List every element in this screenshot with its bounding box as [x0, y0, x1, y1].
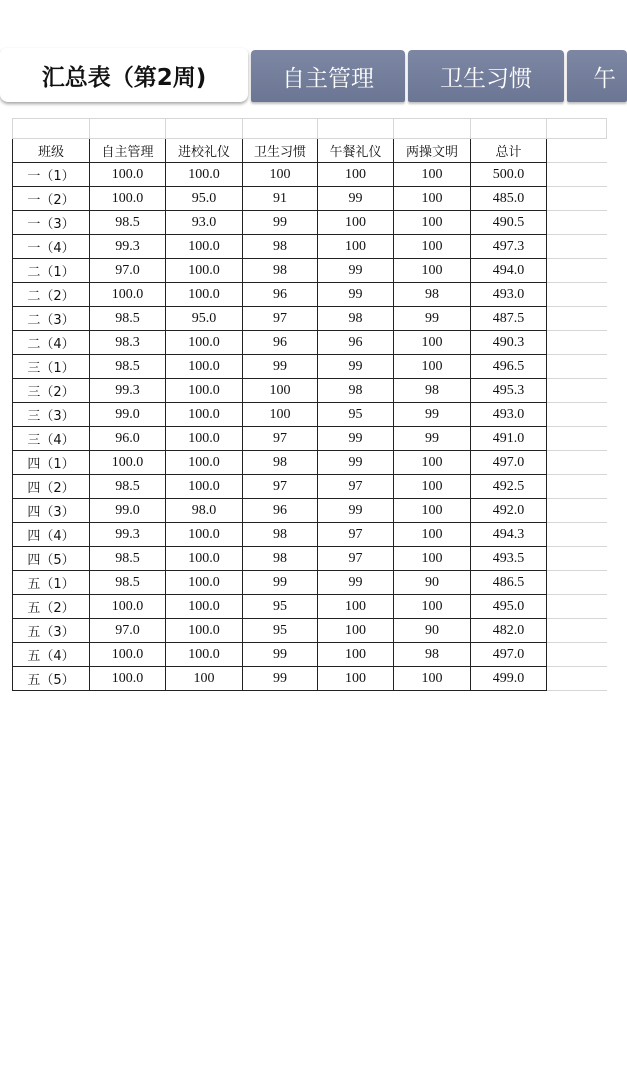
score-cell[interactable]: 99 — [318, 259, 394, 283]
empty-cell[interactable] — [13, 119, 90, 139]
class-cell[interactable]: 四（3） — [13, 499, 90, 523]
class-cell[interactable]: 二（2） — [13, 283, 90, 307]
score-cell[interactable]: 492.5 — [471, 475, 547, 499]
empty-cell[interactable] — [166, 119, 243, 139]
score-cell[interactable]: 90 — [394, 571, 471, 595]
empty-cell[interactable] — [318, 119, 394, 139]
score-cell[interactable]: 100 — [394, 211, 471, 235]
score-cell[interactable]: 99 — [243, 643, 318, 667]
class-cell[interactable]: 四（1） — [13, 451, 90, 475]
score-cell[interactable]: 98.0 — [166, 499, 243, 523]
score-cell[interactable]: 100 — [394, 595, 471, 619]
score-cell[interactable]: 495.3 — [471, 379, 547, 403]
empty-cell[interactable] — [547, 451, 607, 475]
class-cell[interactable]: 四（2） — [13, 475, 90, 499]
table-row — [13, 571, 607, 595]
empty-cell[interactable] — [547, 331, 607, 355]
score-cell[interactable]: 99 — [394, 427, 471, 451]
score-cell[interactable]: 491.0 — [471, 427, 547, 451]
empty-cell[interactable] — [547, 427, 607, 451]
empty-cell[interactable] — [547, 667, 607, 691]
score-cell[interactable]: 98 — [243, 451, 318, 475]
table-row — [13, 187, 607, 211]
score-cell[interactable]: 490.5 — [471, 211, 547, 235]
empty-cell[interactable] — [547, 475, 607, 499]
score-cell[interactable]: 99 — [318, 283, 394, 307]
empty-cell[interactable] — [547, 619, 607, 643]
empty-cell[interactable] — [547, 499, 607, 523]
score-cell[interactable]: 100 — [318, 619, 394, 643]
score-cell[interactable]: 100 — [318, 595, 394, 619]
score-cell[interactable]: 100.0 — [90, 187, 166, 211]
score-cell[interactable]: 100.0 — [166, 235, 243, 259]
spreadsheet — [12, 118, 607, 691]
class-cell[interactable]: 五（4） — [13, 643, 90, 667]
score-cell[interactable]: 98 — [394, 379, 471, 403]
score-cell[interactable]: 494.0 — [471, 259, 547, 283]
score-cell[interactable]: 100 — [394, 451, 471, 475]
column-header[interactable]: 自主管理 — [90, 139, 166, 163]
table-row — [13, 475, 607, 499]
score-cell[interactable]: 95 — [243, 595, 318, 619]
score-cell[interactable]: 497.0 — [471, 451, 547, 475]
tab-label: 汇总表（第2周) — [41, 64, 207, 91]
column-header[interactable]: 午餐礼仪 — [318, 139, 394, 163]
table-row — [13, 307, 607, 331]
score-cell[interactable]: 96 — [243, 283, 318, 307]
score-cell[interactable]: 486.5 — [471, 571, 547, 595]
class-cell[interactable]: 一（2） — [13, 187, 90, 211]
score-cell[interactable]: 100.0 — [166, 259, 243, 283]
score-cell[interactable]: 100.0 — [166, 595, 243, 619]
tab-hygiene-habits[interactable] — [408, 50, 564, 102]
class-cell[interactable]: 二（3） — [13, 307, 90, 331]
score-cell[interactable]: 98.3 — [90, 331, 166, 355]
score-cell[interactable]: 100.0 — [90, 163, 166, 187]
score-cell[interactable]: 493.5 — [471, 547, 547, 571]
score-cell[interactable]: 100 — [318, 163, 394, 187]
table-row — [13, 499, 607, 523]
table-row — [13, 523, 607, 547]
class-cell[interactable]: 三（1） — [13, 355, 90, 379]
score-cell[interactable]: 100 — [394, 235, 471, 259]
score-cell[interactable]: 100 — [394, 187, 471, 211]
score-cell[interactable]: 98 — [243, 523, 318, 547]
empty-cell[interactable] — [547, 163, 607, 187]
score-cell[interactable]: 97.0 — [90, 619, 166, 643]
score-cell[interactable]: 98.5 — [90, 571, 166, 595]
score-cell[interactable]: 98 — [243, 235, 318, 259]
score-cell[interactable]: 97 — [318, 475, 394, 499]
score-cell[interactable]: 99.3 — [90, 379, 166, 403]
empty-cell[interactable] — [547, 523, 607, 547]
empty-cell[interactable] — [547, 547, 607, 571]
score-cell[interactable]: 496.5 — [471, 355, 547, 379]
empty-cell[interactable] — [394, 119, 471, 139]
score-cell[interactable]: 97 — [243, 427, 318, 451]
score-cell[interactable]: 99.0 — [90, 403, 166, 427]
score-cell[interactable]: 98.5 — [90, 475, 166, 499]
score-cell[interactable]: 99.0 — [90, 499, 166, 523]
empty-cell[interactable] — [547, 355, 607, 379]
table-row — [13, 379, 607, 403]
score-cell[interactable]: 98 — [394, 643, 471, 667]
score-cell[interactable]: 98 — [394, 283, 471, 307]
score-cell[interactable]: 95.0 — [166, 307, 243, 331]
class-cell[interactable]: 一（3） — [13, 211, 90, 235]
class-cell[interactable]: 五（1） — [13, 571, 90, 595]
table-row — [13, 259, 607, 283]
score-cell[interactable]: 500.0 — [471, 163, 547, 187]
class-cell[interactable]: 四（4） — [13, 523, 90, 547]
table-row — [13, 163, 607, 187]
tab-lunch-partial[interactable] — [567, 50, 627, 102]
empty-cell[interactable] — [547, 643, 607, 667]
score-cell[interactable]: 495.0 — [471, 595, 547, 619]
table-row — [13, 427, 607, 451]
score-cell[interactable]: 100.0 — [90, 283, 166, 307]
class-cell[interactable]: 五（2） — [13, 595, 90, 619]
table-row — [13, 211, 607, 235]
score-cell[interactable]: 100.0 — [166, 331, 243, 355]
score-cell[interactable]: 99 — [318, 187, 394, 211]
score-cell[interactable]: 499.0 — [471, 667, 547, 691]
table-row — [13, 667, 607, 691]
score-cell[interactable]: 100.0 — [166, 475, 243, 499]
score-cell[interactable]: 100.0 — [166, 523, 243, 547]
score-cell[interactable]: 100 — [394, 547, 471, 571]
score-cell[interactable]: 99 — [318, 427, 394, 451]
table-row — [13, 451, 607, 475]
score-cell[interactable]: 100 — [394, 331, 471, 355]
score-cell[interactable]: 100 — [243, 403, 318, 427]
table-row — [13, 331, 607, 355]
class-cell[interactable]: 五（5） — [13, 667, 90, 691]
empty-cell[interactable] — [547, 235, 607, 259]
score-cell[interactable]: 487.5 — [471, 307, 547, 331]
class-cell[interactable]: 四（5） — [13, 547, 90, 571]
column-header[interactable]: 总计 — [471, 139, 547, 163]
score-cell[interactable]: 100 — [318, 211, 394, 235]
score-cell[interactable]: 100.0 — [90, 451, 166, 475]
class-cell[interactable]: 三（4） — [13, 427, 90, 451]
score-cell[interactable]: 98 — [318, 307, 394, 331]
score-cell[interactable]: 100 — [394, 499, 471, 523]
score-cell[interactable]: 100.0 — [166, 427, 243, 451]
score-cell[interactable]: 97 — [243, 475, 318, 499]
score-cell[interactable]: 100 — [394, 667, 471, 691]
score-cell[interactable]: 100.0 — [166, 355, 243, 379]
score-cell[interactable]: 100.0 — [90, 667, 166, 691]
score-cell[interactable]: 100 — [243, 163, 318, 187]
score-cell[interactable]: 99.3 — [90, 235, 166, 259]
score-cell[interactable]: 90 — [394, 619, 471, 643]
tab-label: 午 — [593, 65, 616, 92]
score-cell[interactable]: 99 — [318, 499, 394, 523]
score-cell[interactable]: 100 — [394, 163, 471, 187]
score-cell[interactable]: 99 — [318, 355, 394, 379]
score-cell[interactable]: 97 — [243, 307, 318, 331]
table-row — [13, 547, 607, 571]
table-row — [13, 355, 607, 379]
score-cell[interactable]: 98.5 — [90, 547, 166, 571]
column-header[interactable]: 两操文明 — [394, 139, 471, 163]
score-cell[interactable]: 493.0 — [471, 283, 547, 307]
tab-label: 卫生习惯 — [440, 65, 532, 92]
sheet-tab-bar — [0, 48, 616, 106]
score-cell[interactable]: 100.0 — [166, 163, 243, 187]
empty-cell[interactable] — [547, 307, 607, 331]
empty-cell[interactable] — [547, 283, 607, 307]
empty-cell[interactable] — [90, 119, 166, 139]
empty-cell[interactable] — [547, 187, 607, 211]
score-cell[interactable]: 100.0 — [166, 619, 243, 643]
score-cell[interactable]: 96 — [318, 331, 394, 355]
table-row — [13, 619, 607, 643]
score-cell[interactable]: 99 — [243, 667, 318, 691]
tab-label: 自主管理 — [282, 65, 374, 92]
table-row — [13, 283, 607, 307]
score-cell[interactable]: 96.0 — [90, 427, 166, 451]
empty-cell[interactable] — [547, 571, 607, 595]
class-cell[interactable]: 二（4） — [13, 331, 90, 355]
score-cell[interactable]: 98 — [243, 259, 318, 283]
score-cell[interactable]: 98 — [243, 547, 318, 571]
score-cell[interactable]: 91 — [243, 187, 318, 211]
score-cell[interactable]: 99 — [243, 355, 318, 379]
score-cell[interactable]: 98.5 — [90, 307, 166, 331]
score-cell[interactable]: 99 — [318, 571, 394, 595]
score-cell[interactable]: 100 — [318, 667, 394, 691]
score-cell[interactable]: 95 — [318, 403, 394, 427]
empty-cell[interactable] — [471, 119, 547, 139]
tab-self-management[interactable] — [251, 50, 405, 102]
score-cell[interactable]: 100 — [318, 235, 394, 259]
score-cell[interactable]: 100 — [394, 523, 471, 547]
class-cell[interactable]: 三（2） — [13, 379, 90, 403]
score-cell[interactable]: 100.0 — [166, 571, 243, 595]
empty-cell[interactable] — [547, 139, 607, 163]
summary-table — [12, 118, 607, 691]
class-cell[interactable]: 三（3） — [13, 403, 90, 427]
score-cell[interactable]: 492.0 — [471, 499, 547, 523]
score-cell[interactable]: 494.3 — [471, 523, 547, 547]
column-header[interactable]: 卫生习惯 — [243, 139, 318, 163]
score-cell[interactable]: 482.0 — [471, 619, 547, 643]
score-cell[interactable]: 99 — [394, 403, 471, 427]
score-cell[interactable]: 97.0 — [90, 259, 166, 283]
table-row — [13, 595, 607, 619]
score-cell[interactable]: 100.0 — [166, 379, 243, 403]
class-cell[interactable]: 一（1） — [13, 163, 90, 187]
empty-cell[interactable] — [547, 379, 607, 403]
empty-cell[interactable] — [547, 119, 607, 139]
score-cell[interactable]: 98.5 — [90, 211, 166, 235]
empty-cell[interactable] — [547, 211, 607, 235]
header-row — [13, 139, 607, 163]
table-row — [13, 403, 607, 427]
class-cell[interactable]: 二（1） — [13, 259, 90, 283]
score-cell[interactable]: 95 — [243, 619, 318, 643]
score-cell[interactable]: 100.0 — [166, 283, 243, 307]
score-cell[interactable]: 100 — [394, 259, 471, 283]
empty-cell[interactable] — [243, 119, 318, 139]
score-cell[interactable]: 100 — [243, 379, 318, 403]
score-cell[interactable]: 97 — [318, 547, 394, 571]
score-cell[interactable]: 97 — [318, 523, 394, 547]
score-cell[interactable]: 100.0 — [166, 451, 243, 475]
empty-cell[interactable] — [547, 595, 607, 619]
score-cell[interactable]: 100 — [394, 355, 471, 379]
score-cell[interactable]: 493.0 — [471, 403, 547, 427]
score-cell[interactable]: 98.5 — [90, 355, 166, 379]
score-cell[interactable]: 98 — [318, 379, 394, 403]
score-cell[interactable]: 490.3 — [471, 331, 547, 355]
score-cell[interactable]: 100 — [166, 667, 243, 691]
score-cell[interactable]: 497.0 — [471, 643, 547, 667]
score-cell[interactable]: 100.0 — [166, 403, 243, 427]
score-cell[interactable]: 100.0 — [166, 547, 243, 571]
blank-row — [13, 119, 607, 139]
score-cell[interactable]: 95.0 — [166, 187, 243, 211]
table-row — [13, 235, 607, 259]
empty-cell[interactable] — [547, 259, 607, 283]
score-cell[interactable]: 497.3 — [471, 235, 547, 259]
empty-cell[interactable] — [547, 403, 607, 427]
class-cell[interactable]: 五（3） — [13, 619, 90, 643]
score-cell[interactable]: 485.0 — [471, 187, 547, 211]
tab-summary-week2[interactable] — [0, 48, 248, 102]
score-cell[interactable]: 96 — [243, 499, 318, 523]
class-cell[interactable]: 一（4） — [13, 235, 90, 259]
score-cell[interactable]: 96 — [243, 331, 318, 355]
score-cell[interactable]: 100.0 — [166, 643, 243, 667]
score-cell[interactable]: 100 — [394, 475, 471, 499]
score-cell[interactable]: 99 — [318, 451, 394, 475]
column-header[interactable]: 班级 — [13, 139, 90, 163]
column-header[interactable]: 进校礼仪 — [166, 139, 243, 163]
score-cell[interactable]: 100.0 — [90, 643, 166, 667]
score-cell[interactable]: 100 — [318, 643, 394, 667]
table-row — [13, 643, 607, 667]
score-cell[interactable]: 99 — [243, 571, 318, 595]
score-cell[interactable]: 99 — [243, 211, 318, 235]
score-cell[interactable]: 93.0 — [166, 211, 243, 235]
score-cell[interactable]: 99 — [394, 307, 471, 331]
score-cell[interactable]: 99.3 — [90, 523, 166, 547]
score-cell[interactable]: 100.0 — [90, 595, 166, 619]
